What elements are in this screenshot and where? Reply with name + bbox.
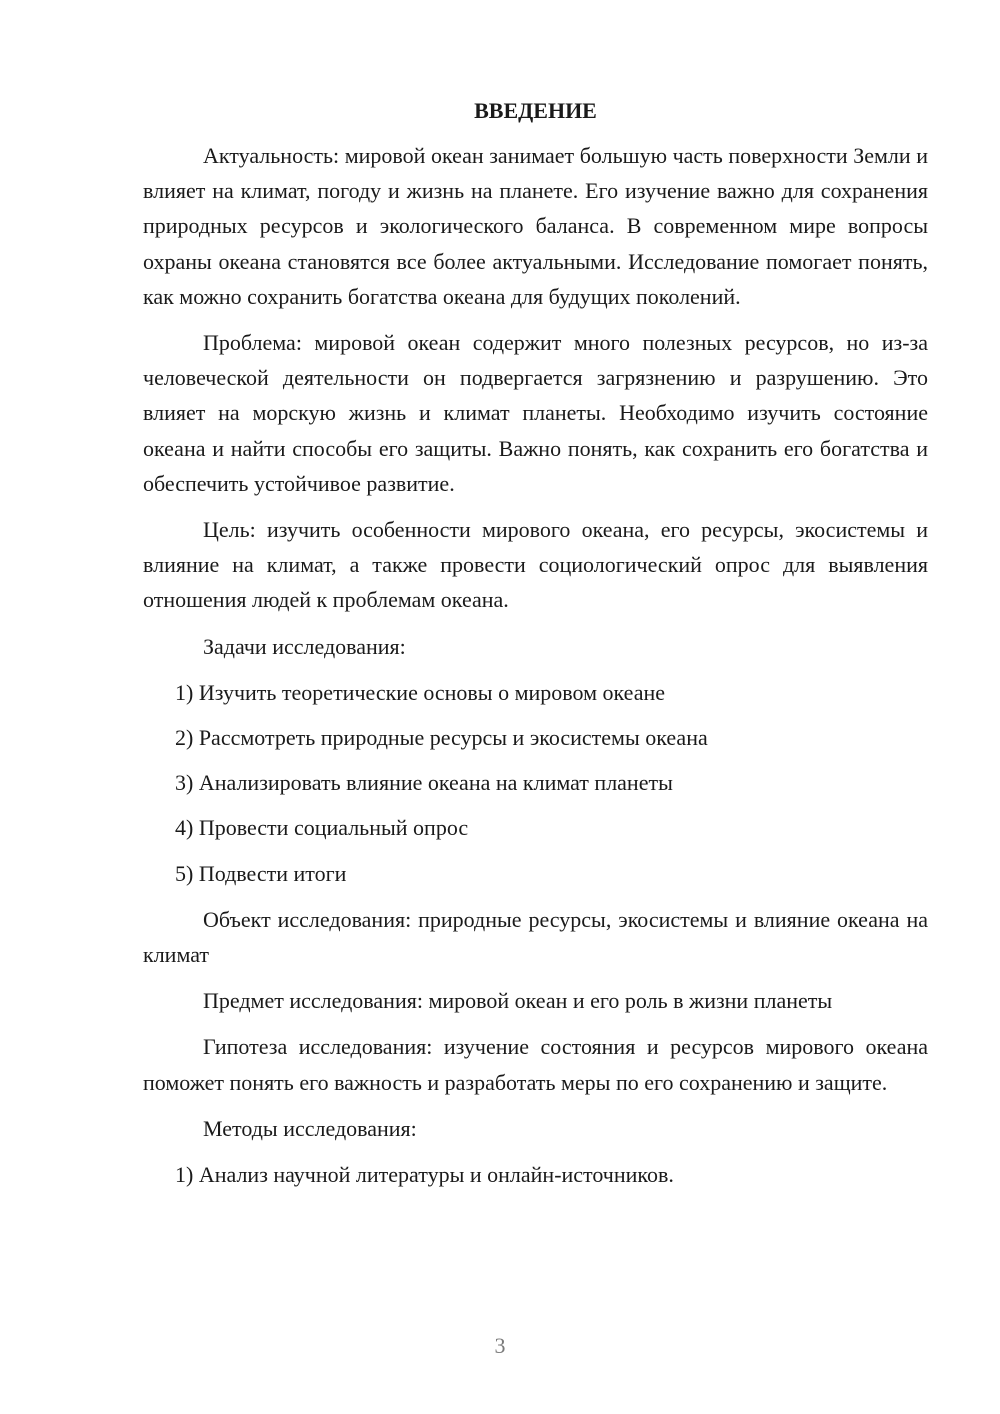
page-number: 3	[494, 1333, 506, 1358]
paragraph-relevance: Актуальность: мировой океан занимает большую часть поверхности Земли и влияет на климат, погоду и жизнь на планете. Его изучение важно для сохранения природных ресурсов и экологического баланса. В современном мире вопросы охраны океана становятся все более актуальными. Исследование помогает понять, как можно сохранить богатства океана для будущих поколений.	[143, 143, 928, 309]
paragraph-object: Объект исследования: природные ресурсы, экосистемы и влияние океана на климат	[143, 906, 928, 968]
list-item: 5) Подвести итоги	[175, 860, 347, 886]
paragraph-goal: Цель: изучить особенности мирового океана, его ресурсы, экосистемы и влияние на климат, а также провести социологический опрос для выявления отношения людей к проблемам океана.	[143, 517, 928, 613]
document-page	[143, 93, 928, 1203]
methods-heading: Методы исследования:	[203, 1115, 417, 1141]
section-title: ВВЕДЕНИЕ	[474, 98, 597, 123]
list-item: 2) Рассмотреть природные ресурсы и экосистемы океана	[175, 725, 708, 751]
tasks-list	[143, 675, 928, 891]
paragraph-subject: Предмет исследования: мировой океан и его роль в жизни планеты	[203, 988, 833, 1014]
methods-list	[143, 1157, 928, 1192]
list-item: 1) Анализ научной литературы и онлайн-источников.	[175, 1162, 674, 1188]
list-item: 3) Анализировать влияние океана на климат планеты	[175, 770, 673, 796]
tasks-heading: Задачи исследования:	[203, 633, 406, 659]
paragraph-problem: Проблема: мировой океан содержит много полезных ресурсов, но из-за человеческой деятельности он подвергается загрязнению и разрушению. Это влияет на морскую жизнь и климат планеты. Необходимо изучить состояние океана и найти способы его защиты. Важно понять, как сохранить его богатства и обеспечить устойчивое развитие.	[143, 330, 928, 496]
list-item: 4) Провести социальный опрос	[175, 815, 469, 841]
paragraph-hypothesis: Гипотеза исследования: изучение состояния и ресурсов мирового океана поможет понять его важность и разработать меры по его сохранению и защите.	[143, 1034, 928, 1095]
list-item: 1) Изучить теоретические основы о мировом океане	[175, 679, 665, 705]
